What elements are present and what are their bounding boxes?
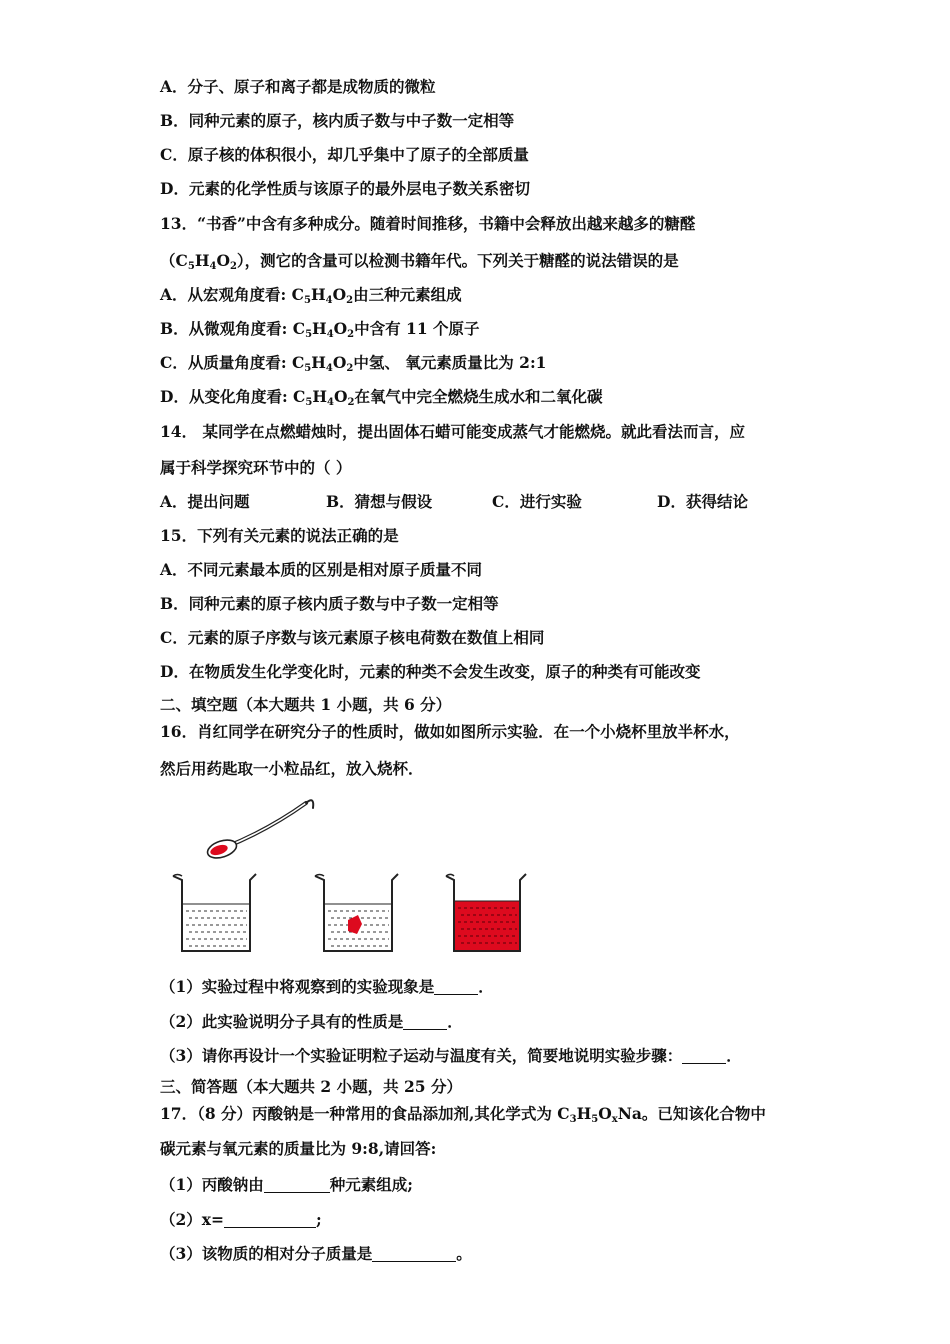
q17-part-2: （2）x= ;	[160, 1210, 322, 1229]
q13-option-a: A．从宏观角度看: $C_5H_4O_2$由三种元素组成	[160, 285, 462, 306]
answer-blank[interactable]	[372, 1245, 456, 1262]
q12-option-c: C．原子核的体积很小，却几乎集中了原子的全部质量	[160, 145, 529, 164]
section-heading-short-answer: 三、简答题（本大题共 2 小题，共 25 分）	[160, 1077, 462, 1096]
q15-option-b: B．同种元素的原子核内质子数与中子数一定相等	[160, 594, 499, 613]
q17-stem-line2: 碳元素与氧元素的质量比为 9:8,请回答:	[160, 1139, 437, 1158]
q16-stem-line2: 然后用药匙取一小粒品红，放入烧杯．	[160, 759, 424, 778]
q14-option-a: A．提出问题	[160, 492, 250, 511]
answer-blank[interactable]	[682, 1047, 726, 1064]
q17-part-1: （1）丙酸钠由 种元素组成;	[160, 1175, 414, 1194]
q12-option-d: D．元素的化学性质与该原子的最外层电子数关系密切	[160, 179, 530, 198]
beaker-3	[446, 874, 526, 951]
q16-part-1: （1）实验过程中将观察到的实验现象是 ．	[160, 977, 494, 996]
q13-option-b: B．从微观角度看: $C_5H_4O_2$中含有 11 个原子	[160, 319, 480, 340]
q15-option-a: A．不同元素最本质的区别是相对原子质量不同	[160, 560, 483, 579]
q16-part-3: （3）请你再设计一个实验证明粒子运动与温度有关，简要地说明实验步骤： ．	[160, 1046, 742, 1065]
answer-blank[interactable]	[264, 1176, 330, 1193]
q13-stem-line2: $(C_5H_4O_2)$，测它的含量可以检测书籍年代。下列关于糖醛的说法错误的是	[160, 251, 679, 272]
beaker-2	[315, 874, 398, 951]
q17-stem-line1: 17．（8 分）丙酸钠是一种常用的食品添加剂,其化学式为 $C_3H_5O_xNa$。已知该化合物中	[160, 1104, 766, 1125]
spoon-icon	[205, 800, 313, 861]
answer-blank[interactable]	[403, 1013, 447, 1030]
answer-blank[interactable]	[224, 1211, 316, 1228]
section-heading-fill-in: 二、填空题（本大题共 1 小题，共 6 分）	[160, 695, 452, 714]
q14-option-d: D．获得结论	[657, 492, 748, 511]
q17-part-3: （3）该物质的相对分子质量是 。	[160, 1244, 472, 1263]
q15-stem: 15．下列有关元素的说法正确的是	[160, 526, 399, 545]
q14-stem-line1: 14． 某同学在点燃蜡烛时，提出固体石蜡可能变成蒸气才能燃烧。就此看法而言，应	[160, 422, 745, 441]
answer-blank[interactable]	[434, 978, 478, 995]
q13-option-d: D．从变化角度看: $C_5H_4O_2$在氧气中完全燃烧生成水和二氧化碳	[160, 387, 603, 408]
q16-stem-line1: 16．肖红同学在研究分子的性质时，做如如图所示实验．在一个小烧杯里放半杯水，	[160, 722, 740, 741]
q15-option-d: D．在物质发生化学变化时，元素的种类不会发生改变，原子的种类有可能改变	[160, 662, 701, 681]
q12-option-a: A．分子、原子和离子都是成物质的微粒	[160, 77, 436, 96]
beaker-1	[173, 874, 256, 951]
q14-option-b: B．猜想与假设	[326, 492, 433, 511]
q14-option-c: C．进行实验	[492, 492, 582, 511]
q15-option-c: C．元素的原子序数与该元素原子核电荷数在数值上相同	[160, 628, 545, 647]
q13-option-c: C．从质量角度看: $C_5H_4O_2$中氢、 氧元素质量比为 2:1	[160, 353, 547, 374]
q16-part-2: （2）此实验说明分子具有的性质是 ．	[160, 1012, 463, 1031]
q14-stem-line2: 属于科学探究环节中的（ ）	[160, 458, 352, 477]
q13-stem-line1: 13．“书香”中含有多种成分。随着时间推移，书籍中会释放出越来越多的糖醛	[160, 214, 696, 233]
q12-option-b: B．同种元素的原子，核内质子数与中子数一定相等	[160, 111, 515, 130]
